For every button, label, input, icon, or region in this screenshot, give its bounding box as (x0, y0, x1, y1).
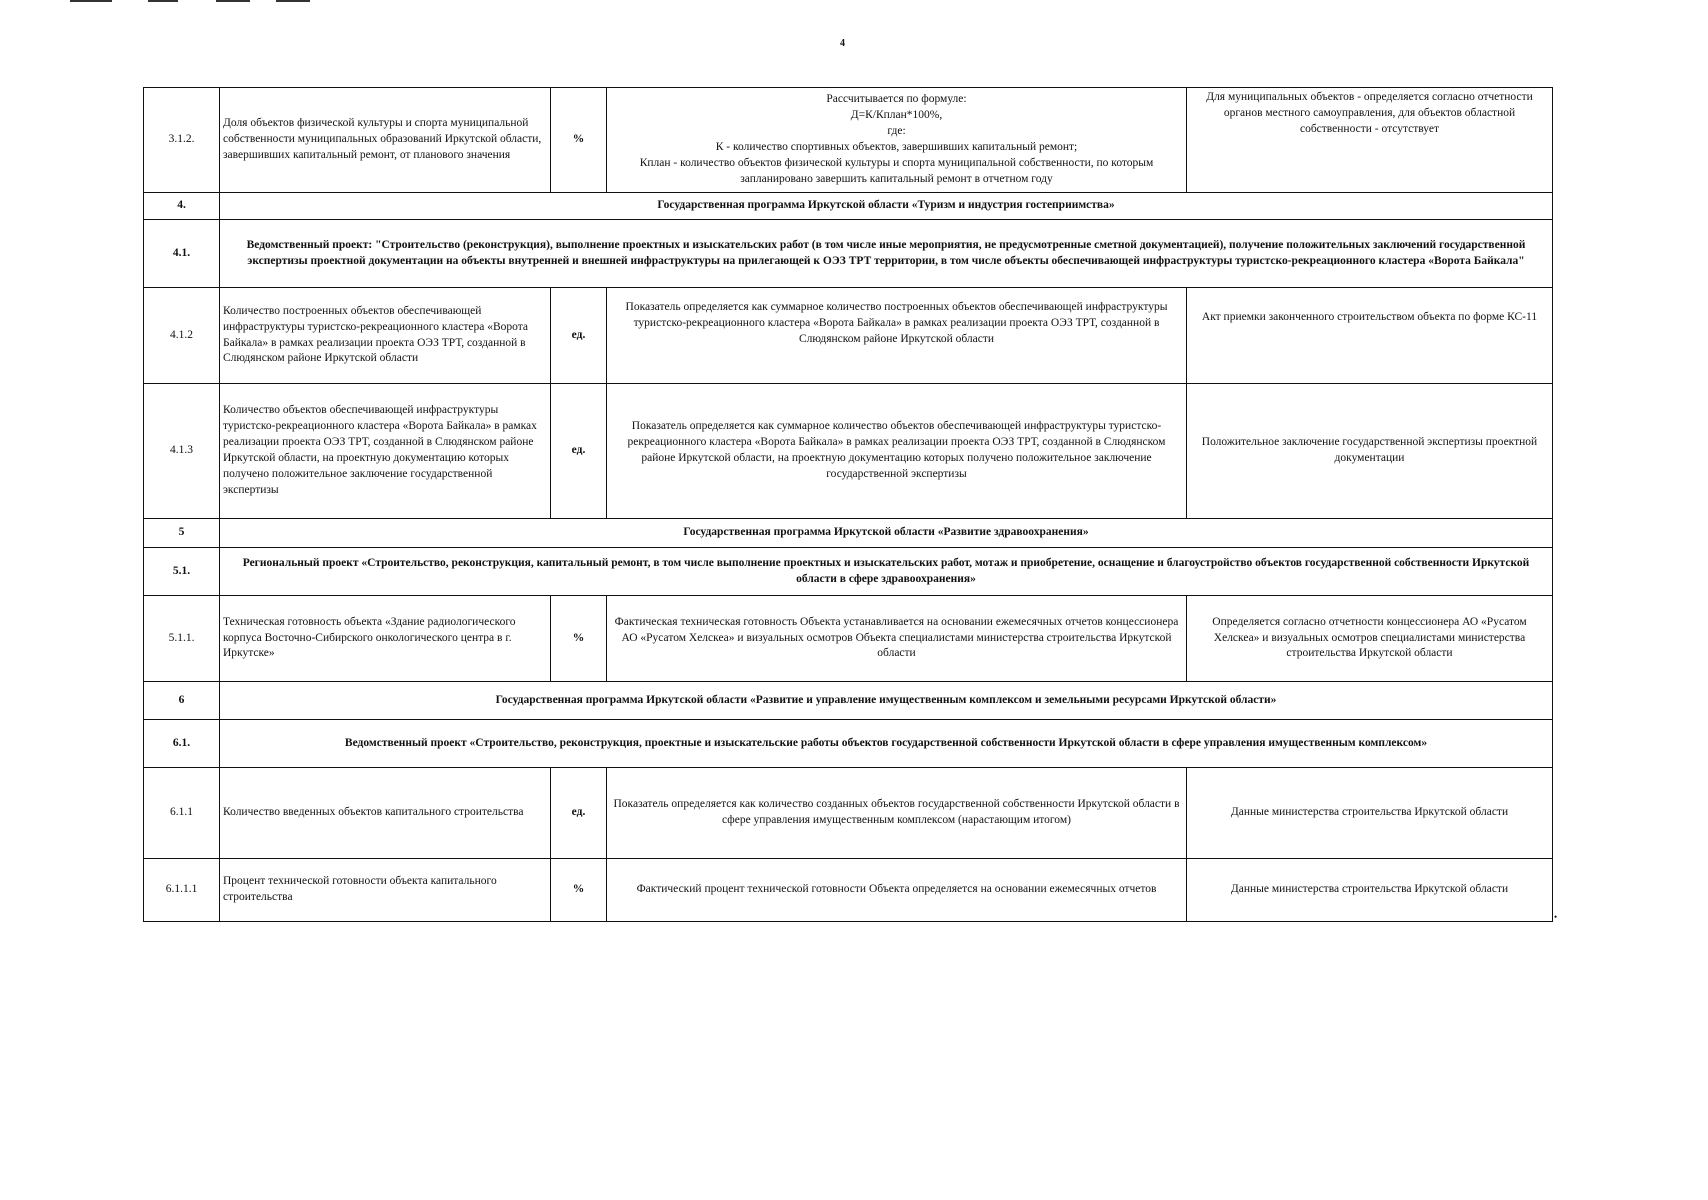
data-source: Для муниципальных объектов - определяется согласно отчетности органов местного самоуправления, для объектов областной собственности - отсутствует (1187, 88, 1553, 193)
indicator-name: Количество объектов обеспечивающей инфраструктуры туристско-рекреационного кластера «Ворота Байкала» в рамках реализации проекта ОЭЗ ТРТ, созданной в Слюдянском районе Иркутской области, на проектную документацию которых получено положительное заключение государственной экспертизы (220, 384, 551, 519)
calculation-method (607, 88, 1187, 193)
section-title: Региональный проект «Строительство, реконструкция, капитальный ремонт, в том числе выполнение проектных и изыскательских работ, мотаж и приобретение, оснащение и благоустройство объектов государственной собственности Иркутской области в сфере здравоохранения» (220, 548, 1553, 596)
row-number: 4.1.3 (144, 384, 220, 519)
section-title: Ведомственный проект «Строительство, реконструкция, проектные и изыскательские работы объектов государственной собственности Иркутской области в сфере управления имущественным комплексом» (220, 720, 1553, 768)
section-number: 4.1. (144, 220, 220, 288)
data-source: Положительное заключение государственной экспертизы проектной документации (1187, 384, 1553, 519)
section-number: 6.1. (144, 720, 220, 768)
section-row (144, 220, 1553, 288)
indicator-name: Доля объектов физической культуры и спорта муниципальной собственности муниципальных образований Иркутской области, завершивших капитальный ремонт, от планового значения (220, 88, 551, 193)
row-number: 5.1.1. (144, 596, 220, 682)
section-number: 4. (144, 193, 220, 220)
table-row (144, 859, 1553, 922)
table-row (144, 88, 1553, 193)
page-number: 4 (840, 38, 845, 49)
section-row (144, 682, 1553, 720)
calculation-method: Показатель определяется как суммарное количество построенных объектов обеспечивающей инфраструктуры туристско-рекреационного кластера «Ворота Байкала» в рамках реализации проекта ОЭЗ ТРТ, созданной в Слюдянском районе Иркутской области (607, 288, 1187, 384)
data-source: Акт приемки законченного строительством объекта по форме КС-11 (1187, 288, 1553, 384)
section-title: Ведомственный проект: "Строительство (реконструкция), выполнение проектных и изыскательских работ (в том числе иные мероприятия, не предусмотренные сметной документацией), получение положительных заключений государственной экспертизы проектной документации на объекты внутренней и внешней инфраструктуры на прилегающей к ОЭЗ ТРТ территории, в том числе объекты обеспечивающей инфраструктуры туристско-рекреационного кластера «Ворота Байкала" (220, 220, 1553, 288)
unit: % (551, 88, 607, 193)
indicators-table (143, 87, 1553, 922)
unit: ед. (551, 768, 607, 859)
section-number: 5 (144, 519, 220, 548)
unit: % (551, 596, 607, 682)
scan-dot: • (1554, 912, 1558, 922)
data-source: Определяется согласно отчетности концессионера АО «Русатом Хелскеа» и визуальных осмотров специалистами министерства строительства Иркутской области (1187, 596, 1553, 682)
section-number: 6 (144, 682, 220, 720)
indicator-name: Техническая готовность объекта «Здание радиологического корпуса Восточно-Сибирского онкологического центра в г. Иркутске» (220, 596, 551, 682)
row-number: 6.1.1 (144, 768, 220, 859)
unit: ед. (551, 384, 607, 519)
indicator-name: Количество введенных объектов капитального строительства (220, 768, 551, 859)
section-row (144, 548, 1553, 596)
calculation-method: Фактический процент технической готовности Объекта определяется на основании ежемесячных отчетов (607, 859, 1187, 922)
section-title: Государственная программа Иркутской области «Развитие и управление имущественным комплексом и земельными ресурсами Иркутской области» (220, 682, 1553, 720)
table-row (144, 288, 1553, 384)
section-title: Государственная программа Иркутской области «Развитие здравоохранения» (220, 519, 1553, 548)
table-row (144, 768, 1553, 859)
table-row (144, 596, 1553, 682)
unit: ед. (551, 288, 607, 384)
method-formula: Д=К/Кплан*100%, (850, 109, 943, 122)
row-number: 4.1.2 (144, 288, 220, 384)
section-title: Государственная программа Иркутской области «Туризм и индустрия гостеприимства» (220, 193, 1553, 220)
calculation-method: Фактическая техническая готовность Объекта устанавливается на основании ежемесячных отчетов концессионера АО «Русатом Хелскеа» и визуальных осмотров Объекта специалистами министерства строительства Иркутской области (607, 596, 1187, 682)
section-row (144, 720, 1553, 768)
calculation-method: Показатель определяется как суммарное количество объектов обеспечивающей инфраструктуры туристско-рекреационного кластера «Ворота Байкала» в рамках реализации проекта ОЭЗ ТРТ, созданной в Слюдянском районе Иркутской области, на проектную документацию которых получено положительное заключение государственной экспертизы (607, 384, 1187, 519)
method-line: где: (887, 125, 906, 138)
data-source: Данные министерства строительства Иркутской области (1187, 768, 1553, 859)
section-row (144, 193, 1553, 220)
indicator-name: Количество построенных объектов обеспечивающей инфраструктуры туристско-рекреационного кластера «Ворота Байкала» в рамках реализации проекта ОЭЗ ТРТ, созданной в Слюдянском районе Иркутской области (220, 288, 551, 384)
method-line: Кплан - количество объектов физической культуры и спорта муниципальной собственности, по которым запланировано завершить капитальный ремонт в отчетном году (639, 156, 1154, 185)
section-row (144, 519, 1553, 548)
indicator-name: Процент технической готовности объекта капитального строительства (220, 859, 551, 922)
table-row (144, 384, 1553, 519)
row-number: 3.1.2. (144, 88, 220, 193)
unit: % (551, 859, 607, 922)
section-number: 5.1. (144, 548, 220, 596)
calculation-method: Показатель определяется как количество созданных объектов государственной собственности Иркутской области в сфере управления имущественным комплексом (нарастающим итогом) (607, 768, 1187, 859)
method-line: К - количество спортивных объектов, завершивших капитальный ремонт; (715, 141, 1078, 153)
data-source: Данные министерства строительства Иркутской области (1187, 859, 1553, 922)
scan-artifact-marks (70, 0, 330, 2)
row-number: 6.1.1.1 (144, 859, 220, 922)
method-line: Рассчитывается по формуле: (826, 93, 967, 106)
